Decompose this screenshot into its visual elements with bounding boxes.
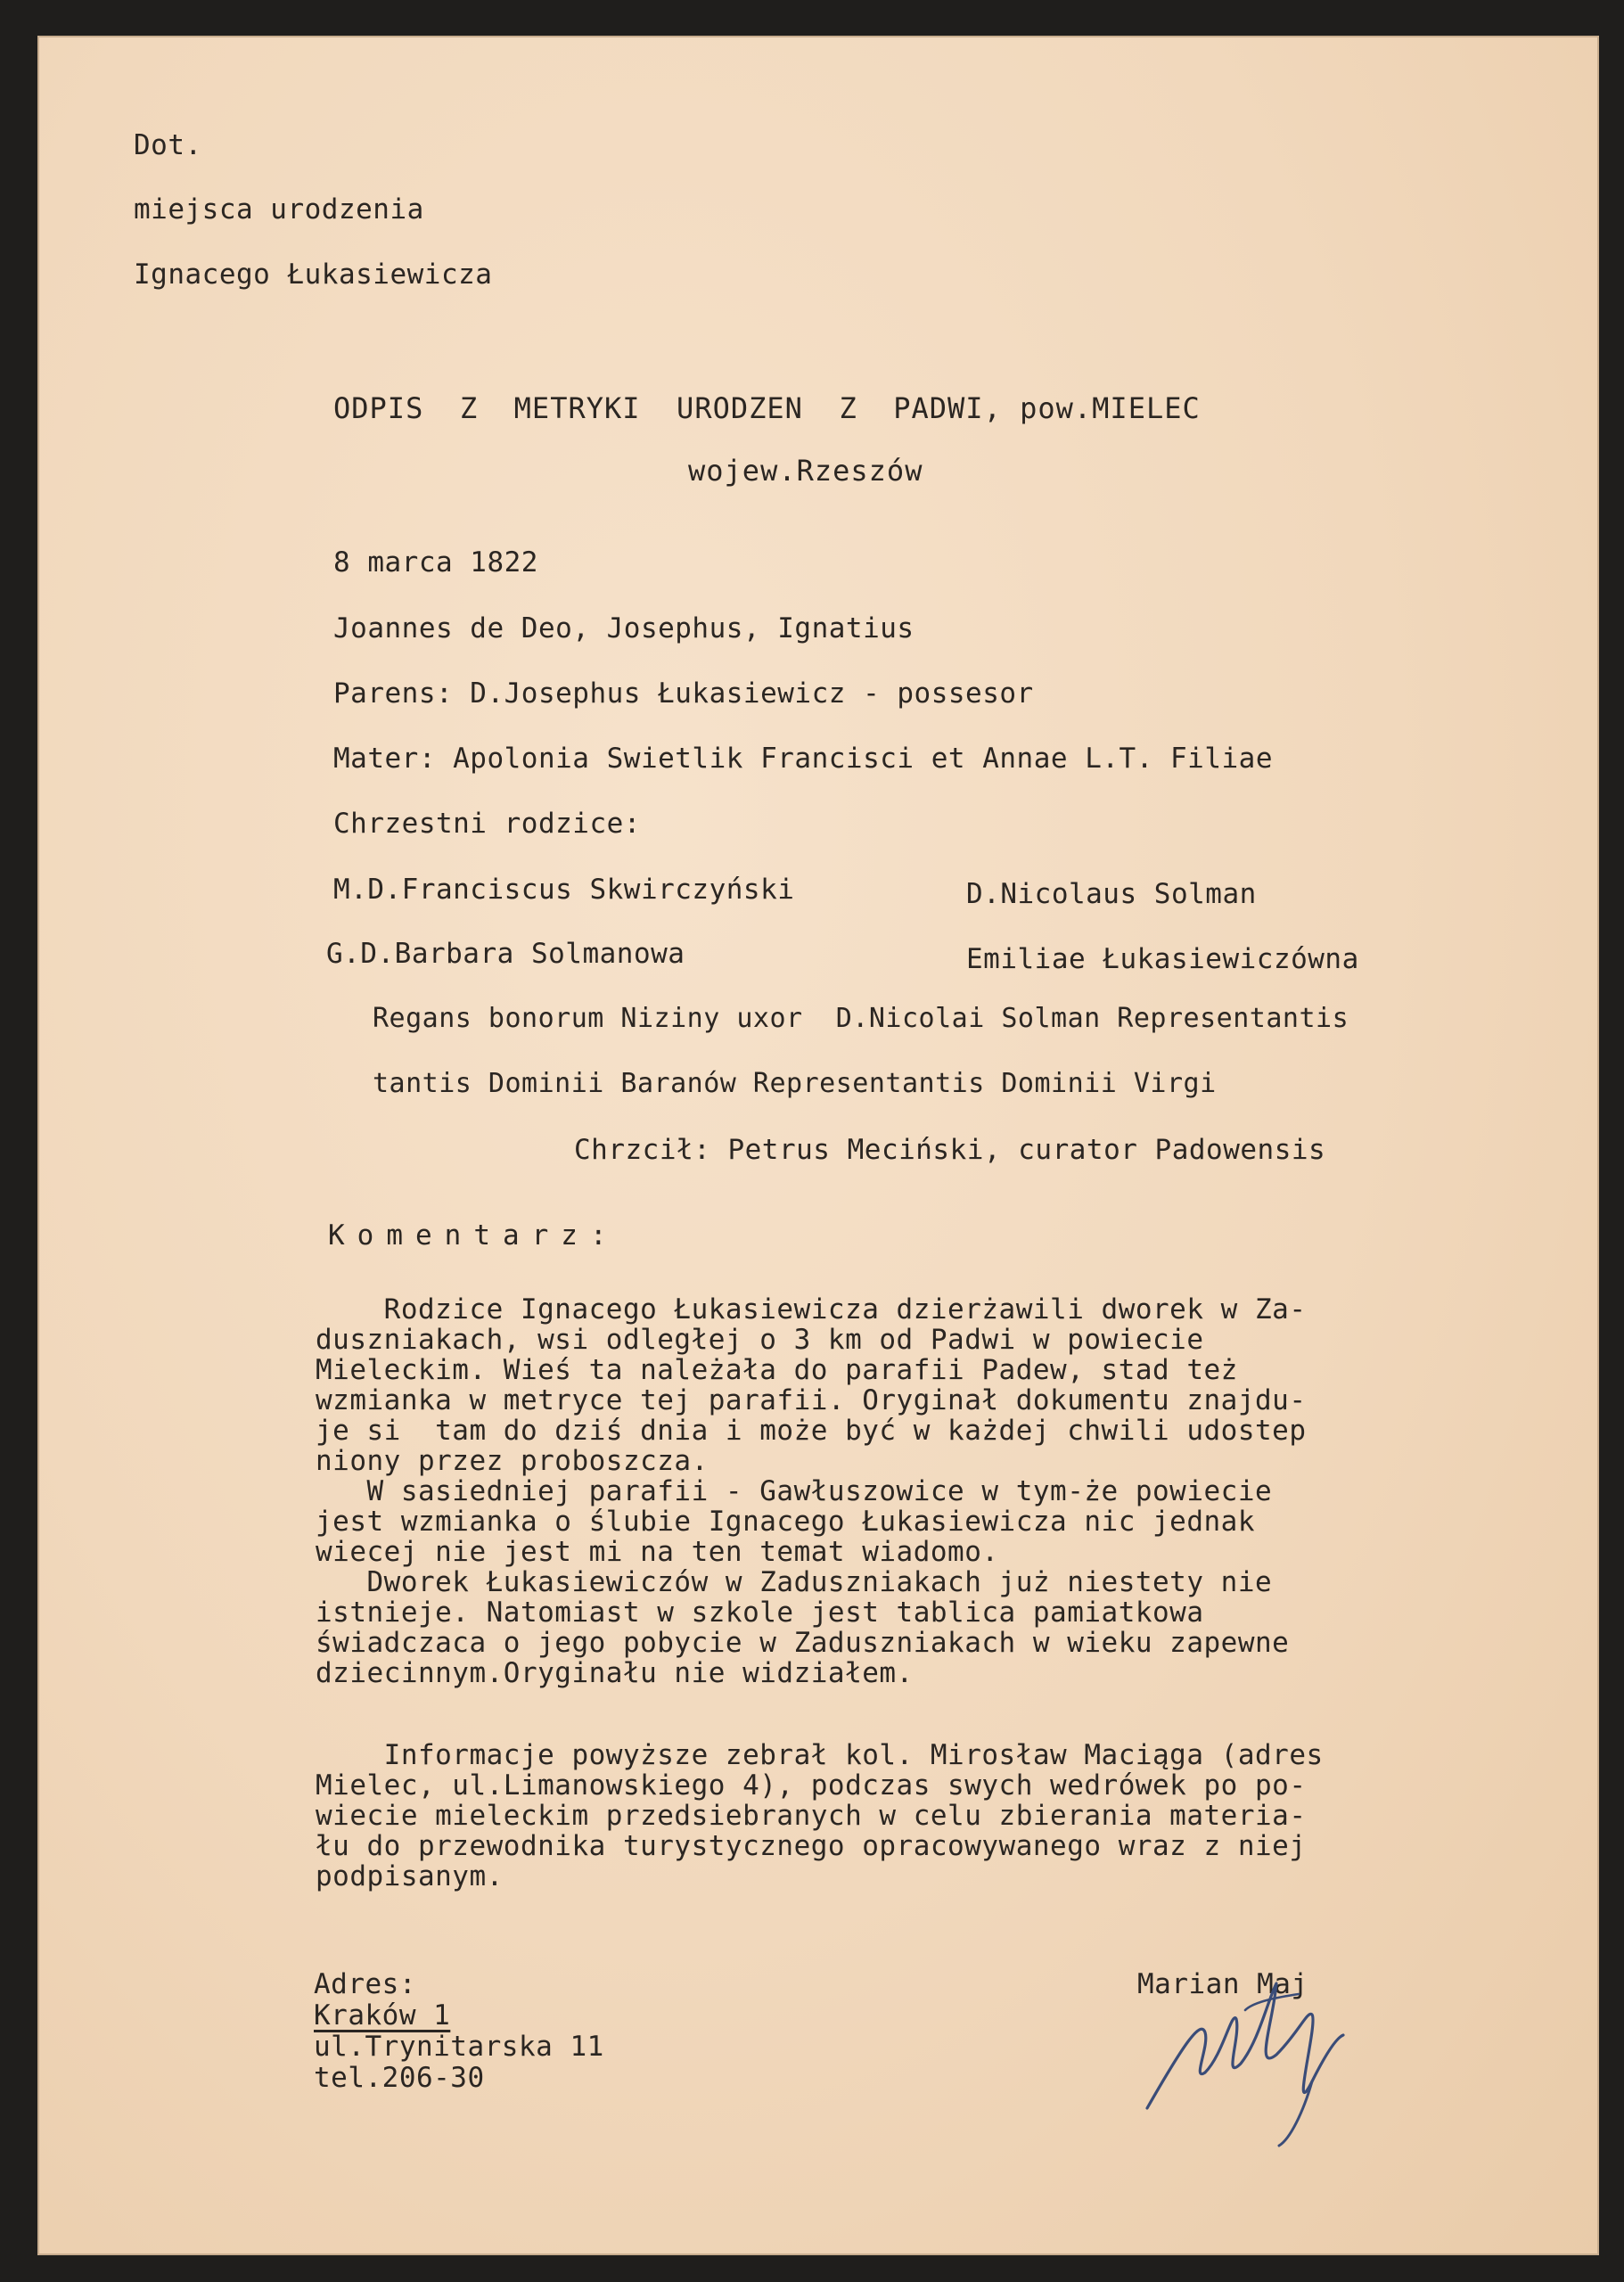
info-line: Informacje powyższe zebrał kol. Mirosław Maciąga (adres <box>316 1739 1324 1771</box>
comment-line: duszniakach, wsi odległej o 3 km od Padwi w powiecie <box>316 1324 1204 1356</box>
comment-line: je si tam do dziś dnia i może być w każdej chwili udostep <box>316 1415 1307 1447</box>
record-parens: Parens: D.Josephus Łukasiewicz - possesor <box>333 677 1034 710</box>
comment-line: Rodzice Ignacego Łukasiewicza dzierżawili dworek w Za- <box>316 1293 1307 1326</box>
comment-line: niony przez proboszcza. <box>316 1445 709 1477</box>
comment-line: Mieleckim. Wieś ta należała do parafii Padew, stad też <box>316 1354 1238 1386</box>
heading-line-1: ODPIS Z METRYKI URODZEN Z PADWI, pow.MIELEC <box>333 391 1201 425</box>
signature-scribble <box>1120 1948 1432 2153</box>
record-godparents-label: Chrzestni rodzice: <box>333 808 641 840</box>
record-godparent-3: G.D.Barbara Solmanowa <box>326 938 685 970</box>
info-line: Mielec, ul.Limanowskiego 4), podczas swych wedrówek po po- <box>316 1769 1307 1802</box>
info-line: wiecie mieleckim przedsiebranych w celu zbierania materia- <box>316 1800 1307 1832</box>
address-phone: tel.206-30 <box>314 2062 485 2094</box>
record-godparent-1: M.D.Franciscus Skwirczyński <box>333 874 795 906</box>
heading-line-2: wojew.Rzeszów <box>688 454 923 488</box>
comment-line: jest wzmianka o ślubie Ignacego Łukasiewicza nic jednak <box>316 1506 1255 1538</box>
address-street: ul.Trynitarska 11 <box>314 2031 604 2063</box>
comment-line: świadczaca o jego pobycie w Zaduszniakach w wieku zapewne <box>316 1627 1290 1659</box>
record-names: Joannes de Deo, Josephus, Ignatius <box>333 612 915 644</box>
record-regans-1: Regans bonorum Niziny uxor D.Nicolai Solman Representantis <box>373 1003 1349 1034</box>
signature-name: Marian Maj <box>1137 1968 1308 2000</box>
reference-line-3: Ignacego Łukasiewicza <box>134 259 493 291</box>
info-line: łu do przewodnika turystycznego opracowywanego wraz z niej <box>316 1830 1307 1862</box>
info-line: podpisanym. <box>316 1860 504 1892</box>
comment-line: Dworek Łukasiewiczów w Zaduszniakach już niestety nie <box>316 1566 1273 1598</box>
comment-title: Komentarz: <box>328 1219 619 1252</box>
reference-line-2: miejsca urodzenia <box>134 193 424 226</box>
reference-line-1: Dot. <box>134 129 202 161</box>
comment-line: dziecinnym.Oryginału nie widziałem. <box>316 1657 914 1689</box>
comment-line: wiecej nie jest mi na ten temat wiadomo. <box>316 1536 999 1568</box>
document-page <box>37 36 1599 2255</box>
record-baptized-by: Chrzcił: Petrus Meciński, curator Padowensis <box>574 1134 1326 1166</box>
address-label: Adres: <box>314 1968 416 2000</box>
comment-line: wzmianka w metryce tej parafii. Oryginał dokumentu znajdu- <box>316 1384 1307 1416</box>
record-godparent-2: D.Nicolaus Solman <box>966 878 1257 910</box>
comment-line: W sasiedniej parafii - Gawłuszowice w tym-że powiecie <box>316 1475 1273 1507</box>
comment-line: istnieje. Natomiast w szkole jest tablica pamiatkowa <box>316 1597 1204 1629</box>
record-date: 8 marca 1822 <box>333 546 538 579</box>
address-city: Kraków 1 <box>314 1999 451 2032</box>
record-regans-2: tantis Dominii Baranów Representantis Dominii Virgi <box>373 1068 1217 1099</box>
record-godparent-4: Emiliae Łukasiewiczówna <box>966 943 1359 975</box>
record-mater: Mater: Apolonia Swietlik Francisci et Annae L.T. Filiae <box>333 743 1273 775</box>
